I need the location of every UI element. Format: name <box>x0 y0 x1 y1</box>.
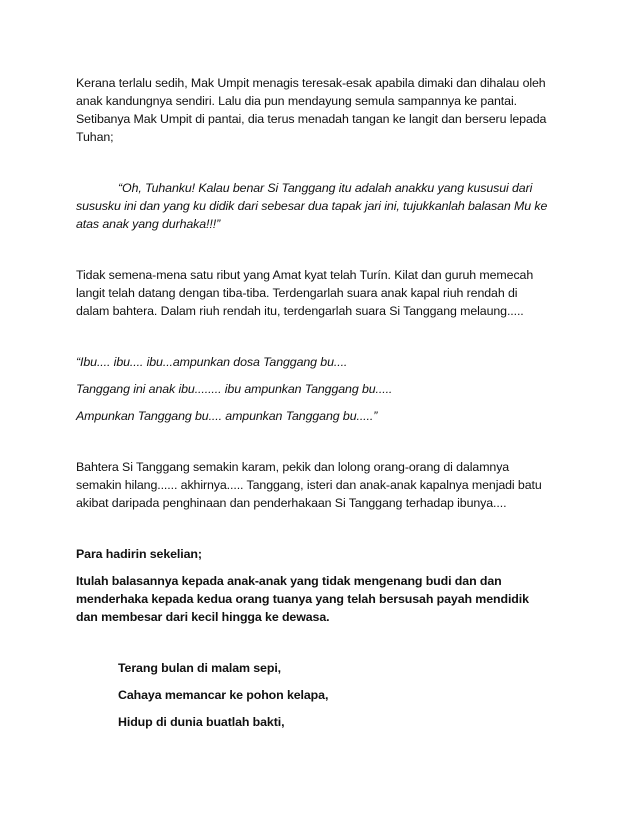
address-line: menderhaka kepada kedua orang tuanya yang telah bersusah payah mendidik <box>76 592 529 606</box>
paragraph-1-line: anak kandungnya sendiri. Lalu dia pun mendayung semula sampannya ke pantai. <box>76 94 517 108</box>
paragraph-1-line: Kerana terlalu sedih, Mak Umpit menagis teresak-esak apabila dimaki dan dihalau oleh <box>76 76 546 90</box>
paragraph-3-line: Bahtera Si Tanggang semakin karam, pekik dan lolong orang-orang di dalamnya <box>76 460 510 474</box>
paragraph-2-line: Tidak semena-mena satu ribut yang Amat kyat telah Turín. Kilat dan guruh memecah <box>76 268 534 282</box>
pantun-line: Hidup di dunia buatlah bakti, <box>118 715 285 729</box>
paragraph-2-line: langit telah datang dengan tiba-tiba. Terdengarlah suara anak kapal riuh rendah di <box>76 286 518 300</box>
pantun-line: Cahaya memancar ke pohon kelapa, <box>118 688 329 702</box>
quote-2-line: Ampunkan Tanggang bu.... ampunkan Tanggang bu.....” <box>76 409 378 423</box>
address-heading: Para hadirin sekelian; <box>76 547 202 561</box>
quote-2-line: “Ibu.... ibu.... ibu...ampunkan dosa Tanggang bu.... <box>76 355 348 369</box>
address-line: dan membesar dari kecil hingga ke dewasa. <box>76 610 330 624</box>
address-line: Itulah balasannya kepada anak-anak yang tidak mengenang budi dan dan <box>76 574 502 588</box>
paragraph-3-line: semakin hilang...... akhirnya..... Tanggang, isteri dan anak-anak kapalnya menjadi batu <box>76 478 542 492</box>
paragraph-3-line: akibat daripada penghinaan dan penderhakaan Si Tanggang terhadap ibunya.... <box>76 496 507 510</box>
quote-1-line: sususku ini dan yang ku didik dari sebesar dua tapak jari ini, tujukkanlah balasan Mu ke <box>76 199 548 213</box>
paragraph-1-line: Setibanya Mak Umpit di pantai, dia terus menadah tangan ke langit dan berseru lepada <box>76 112 547 126</box>
quote-2-line: Tanggang ini anak ibu........ ibu ampunkan Tanggang bu..... <box>76 382 393 396</box>
quote-1-line: atas anak yang durhaka!!!” <box>76 217 221 231</box>
paragraph-2-line: dalam bahtera. Dalam riuh rendah itu, terdengarlah suara Si Tanggang melaung..... <box>76 304 524 318</box>
paragraph-1-line: Tuhan; <box>76 130 114 144</box>
pantun-line: Terang bulan di malam sepi, <box>118 661 282 675</box>
quote-1-line: “Oh, Tuhanku! Kalau benar Si Tanggang itu adalah anakku yang kususui dari <box>118 181 533 195</box>
